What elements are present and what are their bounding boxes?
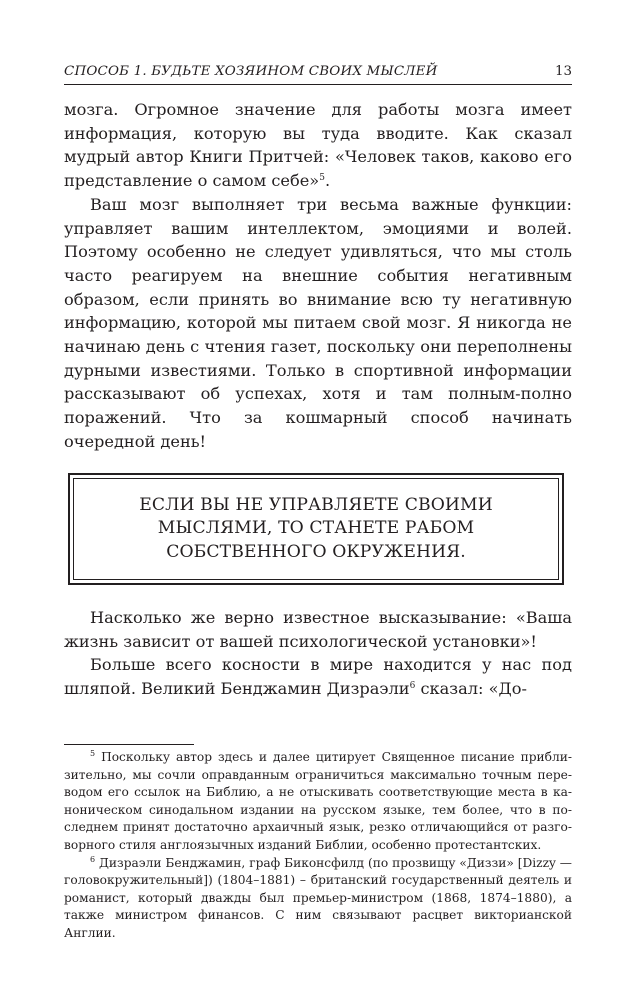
callout-box (68, 473, 564, 585)
footnote-ref-5: 5 (319, 173, 325, 184)
paragraph-end: . (324, 171, 331, 191)
body-text-top (64, 98, 572, 454)
footnote-rule (64, 744, 194, 745)
chapter-title: СПОСОБ 1. БУДЬТЕ ХОЗЯИНОМ СВОИХ МЫСЛЕЙ (64, 64, 438, 79)
footnote-ref-6: 6 (409, 681, 416, 692)
paragraph-brain-functions: Ваш мозг выполняет три весьма важные функции: управляет вашим интеллектом, эмоциями и волей. Поэтому особенно не следует удивляться, что мы столь часто реагируем на внешние события негативным образом, если принять во внимание всю ту негативную информацию, которой мы питаем свой мозг. Я никогда не начинаю день с чтения газет, поскольку они переполнены дурными известиями. Только в спортивной информации рассказывают об успехах, хотя и там полным-полно поражений. Что за кошмарный способ начинать очередной день! (64, 194, 572, 451)
footnote-mark: 5 (90, 749, 96, 758)
paragraph-text: мозга. Огромное значение для работы мозга имеет информация, которую вы туда вводите. Как сказал мудрый автор Книги Притчей: «Человек таков, каково его представление о самом себе» (64, 100, 572, 191)
header-rule (64, 84, 572, 85)
running-header (64, 62, 572, 86)
footnote-6 (64, 855, 572, 943)
paragraph-disraeli (64, 653, 572, 700)
paragraph-text: Больше всего косности в мире находится у нас под шляпой. Великий Бенджамин Дизраэли (64, 655, 572, 699)
body-text-bottom (64, 606, 572, 701)
paragraph-quote: Насколько же верно известное высказывание: «Ваша жизнь зависит от вашей психологической установки»! (64, 608, 572, 651)
page-number: 13 (554, 64, 572, 79)
footnote-5 (64, 749, 572, 855)
footnotes (64, 749, 572, 943)
paragraph-end: сказал: «До- (415, 679, 527, 699)
callout-text: ЕСЛИ ВЫ НЕ УПРАВЛЯЕТЕ СВОИМИ МЫСЛЯМИ, ТО СТАНЕТЕ РАБОМ СОБСТВЕННОГО ОКРУЖЕНИЯ. (139, 494, 493, 562)
callout-inner-border (73, 478, 559, 580)
footnote-mark: 6 (90, 854, 96, 864)
paragraph-continuation (64, 98, 572, 193)
footnote-text: Поскольку автор здесь и далее цитирует Священное писание приблизительно, мы сочли оправданным ограничиться максимально точным переводом его ссылок на Библию, а не отыскивать соответствующие места в каноническом синодальном издании на русском языке, тем более, что в последнем принят достаточно архаичный язык, резко отличающийся от разговорного стиля англоязычных изданий Библии, особенно протестантских. (64, 750, 572, 852)
footnote-text: Дизраэли Бенджамин, граф Биконсфилд (по прозвищу «Диззи» [Dizzy — головокружительный]) (1804–1881) – британский государственный деятель и романист, который дважды был премьер-министром (1868, 1874–1880), а также министром финансов. С ним связывают расцвет викторианской Англии. (64, 855, 572, 940)
